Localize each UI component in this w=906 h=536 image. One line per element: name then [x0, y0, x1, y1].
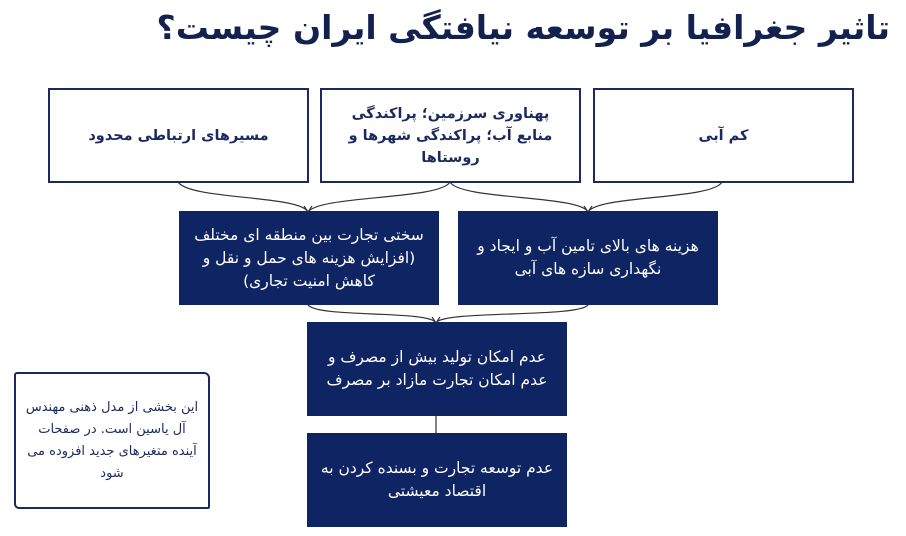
effect-label: هزینه های بالای تامین آب و ایجاد و نگهداری سازه های آبی	[477, 237, 699, 278]
cause-label: کم آبی	[698, 127, 749, 144]
cause-box-vastness	[320, 88, 581, 183]
cause-label: پهناوری سرزمین؛ پراکندگی منابع آب؛ پراکندگی شهرها و روستاها	[348, 105, 553, 166]
cause-box-water-scarcity	[593, 88, 854, 183]
note-box	[14, 372, 210, 509]
cause-box-limited-routes	[48, 88, 309, 183]
effect-box-water-costs	[458, 211, 718, 305]
final-label: عدم توسعه تجارت و بسنده کردن به اقتصاد معیشتی	[320, 459, 554, 500]
effect-label: سختی تجارت بین منطقه ای مختلف (افزایش هزینه های حمل و نقل و کاهش امنیت تجاری)	[194, 225, 424, 290]
note-label: این بخشی از مدل ذهنی مهندس آل یاسین است. در صفحات آینده متغیرهای جدید افزوده می شود	[25, 399, 199, 481]
final-box	[307, 433, 567, 527]
page-title: تاثیر جغرافیا بر توسعه نیافتگی ایران چیست؟	[156, 8, 890, 47]
cause-label: مسیرهای ارتباطی محدود	[88, 127, 269, 144]
effect-box-trade-difficulty	[179, 211, 439, 305]
outcome-box	[307, 322, 567, 416]
outcome-label: عدم امکان تولید بیش از مصرف و عدم امکان تجارت مازاد بر مصرف	[326, 348, 548, 389]
